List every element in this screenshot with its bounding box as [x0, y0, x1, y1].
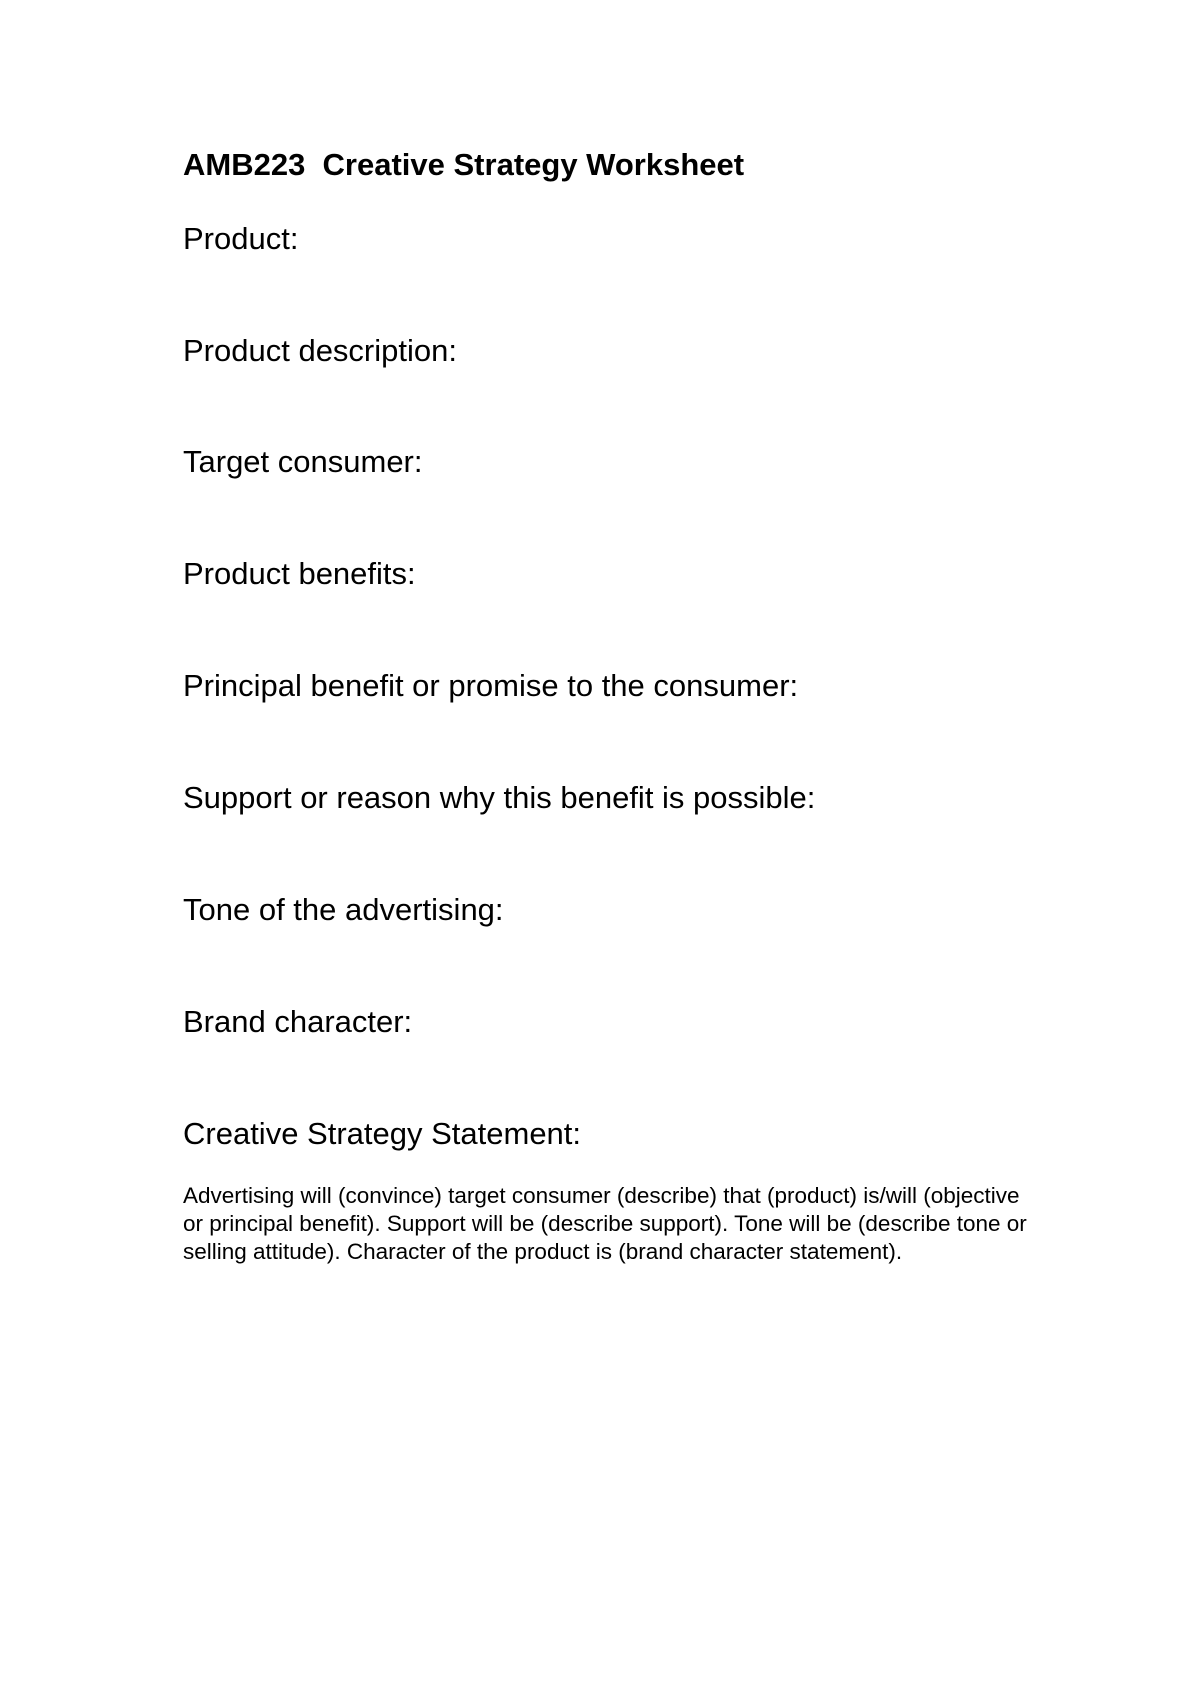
statement-template-text: Advertising will (convince) target consumer (describe) that (product) is/will (objective or principal benefit). Support will be (describe support). Tone will be (describe tone or selling attitude). Character of the product is (brand character statement). [183, 1183, 1027, 1264]
worksheet-title: AMB223 Creative Strategy Worksheet [183, 147, 745, 182]
field-label-product-description: Product description: [183, 333, 457, 368]
field-label-creative-strategy-statement: Creative Strategy Statement: [183, 1116, 582, 1151]
field-label-product-benefits: Product benefits: [183, 556, 416, 591]
field-label-support-reason: Support or reason why this benefit is possible: [183, 780, 816, 815]
field-label-product: Product: [183, 221, 299, 256]
field-label-target-consumer: Target consumer: [183, 444, 423, 479]
field-label-brand-character: Brand character: [183, 1004, 413, 1039]
field-label-tone: Tone of the advertising: [183, 892, 504, 927]
field-label-principal-benefit: Principal benefit or promise to the consumer: [183, 668, 799, 703]
